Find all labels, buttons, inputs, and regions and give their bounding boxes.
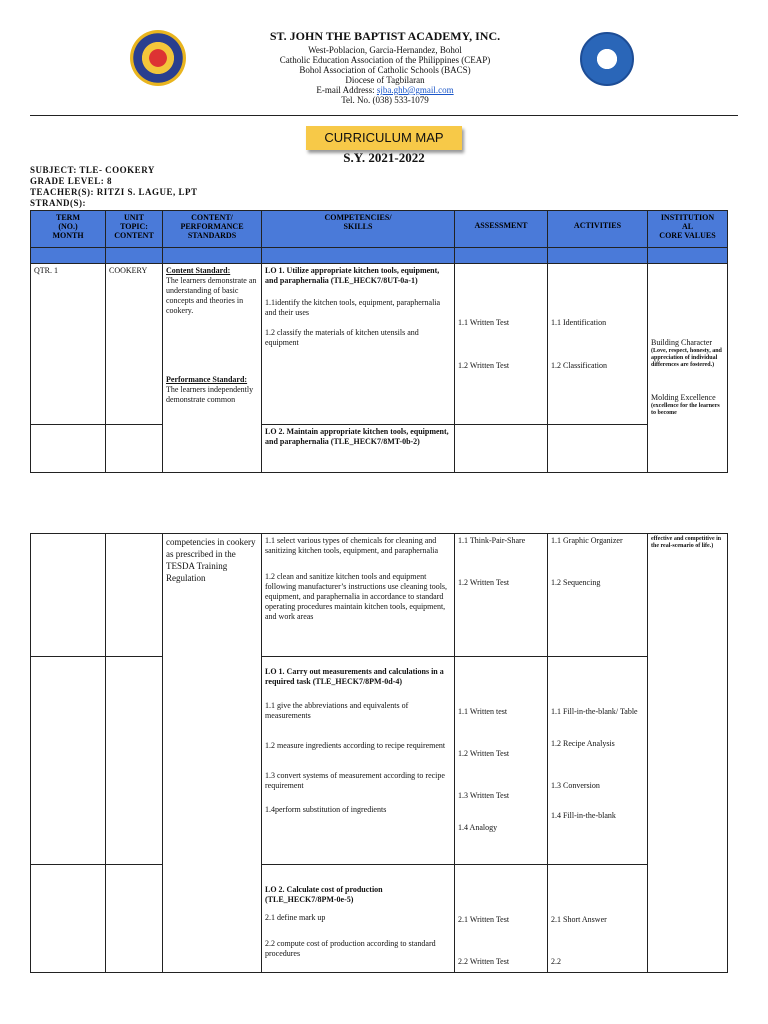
measurement-activity-1: 1.1 Fill-in-the-blank/ Table bbox=[551, 707, 638, 716]
subheader-cell bbox=[261, 247, 455, 264]
term-cell bbox=[30, 864, 106, 973]
school-seal-left bbox=[130, 30, 186, 86]
lo-cost-heading: LO 2. Calculate cost of production (TLE_HECK7/8PM-0e-5) bbox=[265, 885, 383, 904]
subheader-cell bbox=[547, 247, 648, 264]
competency-cell bbox=[261, 864, 455, 973]
col-unit: UNIT TOPIC: CONTENT bbox=[105, 210, 163, 248]
teachers: TEACHER(S): RITZI S. LAGUE, LPT bbox=[30, 187, 198, 197]
competency-2-1: 1.1 select various types of chemicals for cleaning and sanitizing kitchen tools, equipment, and paraphernalia bbox=[265, 536, 439, 555]
lo-measurements-heading: LO 1. Carry out measurements and calculations in a required task (TLE_HECK7/8PM-0d-4) bbox=[265, 667, 444, 686]
school-address: West-Poblacion, Garcia-Hernandez, Bohol bbox=[308, 45, 462, 55]
measurement-activity-3: 1.3 Conversion bbox=[551, 781, 600, 790]
assessment-1-2: 1.2 Written Test bbox=[458, 361, 510, 370]
subheader-cell bbox=[454, 247, 548, 264]
core-value-molding-excellence: Molding Excellence bbox=[651, 393, 716, 402]
assessment-cell bbox=[454, 263, 548, 425]
col-assessment: ASSESSMENT bbox=[454, 210, 548, 248]
subject: SUBJECT: TLE- COOKERY bbox=[30, 165, 155, 175]
content-standard-label: Content Standard: bbox=[166, 266, 231, 275]
competency-cell bbox=[261, 263, 455, 425]
activity-1-2: 1.2 Classification bbox=[551, 361, 607, 370]
term-cell bbox=[30, 533, 106, 657]
cost-activity-2: 2.2 bbox=[551, 957, 561, 966]
school-year: S.Y. 2021-2022 bbox=[343, 150, 425, 165]
association-ceap: Catholic Education Association of the Philippines (CEAP) bbox=[279, 55, 491, 65]
col-content: CONTENT/ PERFORMANCE STANDARDS bbox=[162, 210, 262, 248]
term-cell bbox=[30, 656, 106, 865]
activities-cell bbox=[547, 864, 648, 973]
activities-cell bbox=[547, 263, 648, 425]
lo1-heading: LO 1. Utilize appropriate kitchen tools, equipment, and paraphernalia (TLE_HECK7/8UT-0a-1) bbox=[265, 266, 440, 285]
assessment-2-2: 1.2 Written Test bbox=[458, 578, 510, 587]
association-bacs: Bohol Association of Catholic Schools (BACS) bbox=[299, 65, 471, 75]
competency-2-2: 1.2 clean and sanitize kitchen tools and equipment following manufacturer’s instructions use cleaning tools, equipment, and paraphernalia in accordance to standard operating procedures maintain kitchen tools, equipment, and work areas bbox=[265, 572, 448, 621]
core-value-building-character: Building Character bbox=[651, 338, 713, 347]
measurement-assessment-1: 1.1 Written test bbox=[458, 707, 508, 716]
measurement-assessment-4: 1.4 Analogy bbox=[458, 823, 498, 832]
subheader-cell bbox=[30, 247, 106, 264]
measurement-assessment-2: 1.2 Written Test bbox=[458, 749, 510, 758]
unit-cell bbox=[105, 864, 163, 973]
core-value-2-desc: (excellence for the learners to become bbox=[651, 403, 720, 416]
term-cell bbox=[30, 424, 106, 473]
unit-cell bbox=[105, 533, 163, 657]
measurement-1-1: 1.1 give the abbreviations and equivalents of measurements bbox=[265, 701, 409, 720]
school-seal-right bbox=[580, 32, 634, 86]
activity-2-1: 1.1 Graphic Organizer bbox=[551, 536, 623, 545]
term-cell: QTR. 1 bbox=[30, 263, 106, 425]
assessment-1-1: 1.1 Written Test bbox=[458, 318, 510, 327]
school-name: ST. JOHN THE BAPTIST ACADEMY, INC. bbox=[269, 29, 501, 43]
subheader-cell bbox=[647, 247, 728, 264]
content-standard-text: The learners demonstrate an understanding of basic concepts and theories in cookery. bbox=[166, 276, 257, 315]
competency-1-2: 1.2 classify the materials of kitchen utensils and equipment bbox=[265, 328, 419, 347]
email-link[interactable]: sjba.ghb@gmail.com bbox=[376, 85, 454, 95]
cost-assessment-2: 2.2 Written Test bbox=[458, 957, 510, 966]
cost-2-1: 2.1 define mark up bbox=[265, 913, 326, 922]
activity-1-1: 1.1 Identification bbox=[551, 318, 607, 327]
document-title: CURRICULUM MAP bbox=[306, 126, 462, 150]
measurement-activity-2: 1.2 Recipe Analysis bbox=[551, 739, 615, 748]
competency-cell bbox=[261, 656, 455, 865]
col-term: TERM (NO.) MONTH bbox=[30, 210, 106, 248]
activities-cell bbox=[547, 424, 648, 473]
assessment-cell bbox=[454, 533, 548, 657]
unit-cell: COOKERY bbox=[105, 263, 163, 425]
measurement-assessment-3: 1.3 Written Test bbox=[458, 791, 510, 800]
performance-standard-text: The learners independently demonstrate common bbox=[166, 385, 254, 404]
cost-assessment-1: 2.1 Written Test bbox=[458, 915, 510, 924]
activities-cell bbox=[547, 533, 648, 657]
col-core-values: INSTITUTION AL CORE VALUES bbox=[647, 210, 728, 248]
unit-cell bbox=[105, 656, 163, 865]
standards-cell bbox=[162, 263, 262, 473]
activities-cell bbox=[547, 656, 648, 865]
performance-standard-label: Performance Standard: bbox=[166, 375, 248, 384]
core-value-1-desc: (Love, respect, honesty, and appreciation of individual differences are fostered.) bbox=[651, 348, 722, 368]
competency-1-1: 1.1identify the kitchen tools, equipment, paraphernalia and their uses bbox=[265, 298, 441, 317]
col-activities: ACTIVITIES bbox=[547, 210, 648, 248]
assessment-cell bbox=[454, 656, 548, 865]
assessment-cell bbox=[454, 424, 548, 473]
lo2-heading: LO 2. Maintain appropriate kitchen tools, equipment, and paraphernalia (TLE_HECK7/8MT-0b-2) bbox=[265, 427, 449, 446]
strands: STRAND(S): bbox=[30, 198, 87, 208]
subheader-cell bbox=[105, 247, 163, 264]
competency-cell bbox=[261, 424, 455, 473]
diocese: Diocese of Tagbilaran bbox=[345, 75, 425, 85]
telephone: Tel. No. (038) 533-1079 bbox=[341, 95, 429, 105]
assessment-2-1: 1.1 Think-Pair-Share bbox=[458, 536, 526, 545]
competency-cell bbox=[261, 533, 455, 657]
grade-level: GRADE LEVEL: 8 bbox=[30, 176, 113, 186]
cost-2-2: 2.2 compute cost of production according to standard procedures bbox=[265, 939, 436, 958]
core-values-cell bbox=[647, 263, 728, 473]
unit-cell bbox=[105, 424, 163, 473]
cost-activity-1: 2.1 Short Answer bbox=[551, 915, 607, 924]
measurement-1-4: 1.4perform substitution of ingredients bbox=[265, 805, 387, 814]
performance-standard-continued: competencies in cookery as prescribed in the TESDA Training Regulation bbox=[166, 537, 256, 583]
measurement-activity-4: 1.4 Fill-in-the-blank bbox=[551, 811, 616, 820]
measurement-1-2: 1.2 measure ingredients according to recipe requirement bbox=[265, 741, 446, 750]
col-competencies: COMPETENCIES/ SKILLS bbox=[261, 210, 455, 248]
subheader-cell bbox=[162, 247, 262, 264]
email-line: E-mail Address: sjba.ghb@gmail.com bbox=[316, 85, 454, 95]
assessment-cell bbox=[454, 864, 548, 973]
core-value-2-desc-continued: effective and competitive in the real-scenario of life.) bbox=[651, 536, 722, 549]
measurement-1-3: 1.3 convert systems of measurement according to recipe requirement bbox=[265, 771, 445, 790]
standards-cell bbox=[162, 533, 262, 973]
activity-2-2: 1.2 Sequencing bbox=[551, 578, 601, 587]
header-divider bbox=[30, 115, 738, 116]
core-values-cell bbox=[647, 533, 728, 973]
